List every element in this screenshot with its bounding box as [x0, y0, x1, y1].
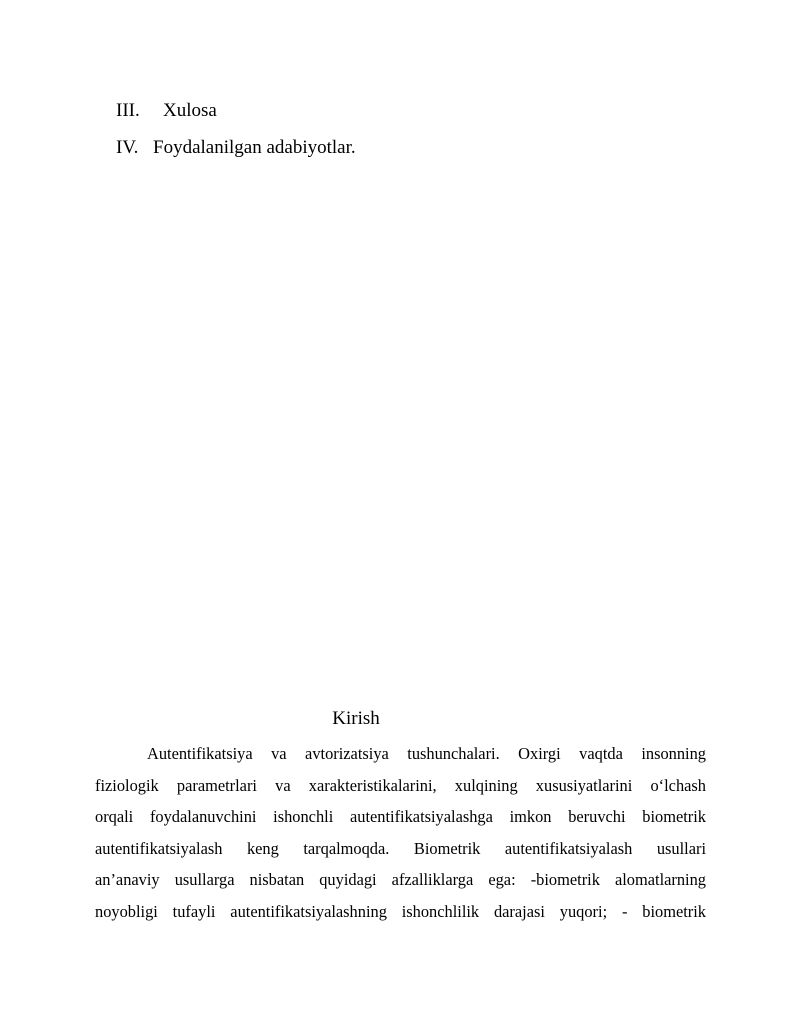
- paragraph-line: noyobligi tufayli autentifikatsiyalashning ishonchlilik darajasi yuqori; - biometrik: [95, 901, 706, 921]
- paragraph-line: autentifikatsiyalash keng tarqalmoqda. Biometrik autentifikatsiyalash usullari: [95, 838, 706, 858]
- toc-item-number: III.: [116, 100, 140, 121]
- section-paragraph: [95, 738, 706, 928]
- paragraph-line: orqali foydalanuvchini ishonchli autentifikatsiyalashga imkon beruvchi biometrik: [95, 807, 706, 827]
- section-heading: Kirish: [332, 708, 380, 729]
- table-of-contents: [116, 92, 676, 166]
- toc-item-number: IV.: [116, 137, 139, 158]
- paragraph-line: Autentifikatsiya va avtorizatsiya tushunchalari. Oxirgi vaqtda insonning: [147, 744, 706, 763]
- toc-item-conclusion: [116, 92, 676, 129]
- toc-item-label: Xulosa: [163, 100, 217, 121]
- paragraph-line: an’anaviy usullarga nisbatan quyidagi afzalliklarga ega: -biometrik alomatlarning: [95, 870, 706, 890]
- toc-item-label: Foydalanilgan adabiyotlar.: [153, 137, 356, 158]
- paragraph-line: fiziologik parametrlari va xarakteristikalarini, xulqining xususiyatlarini o‘lchash: [95, 775, 706, 795]
- toc-item-references: [116, 129, 676, 166]
